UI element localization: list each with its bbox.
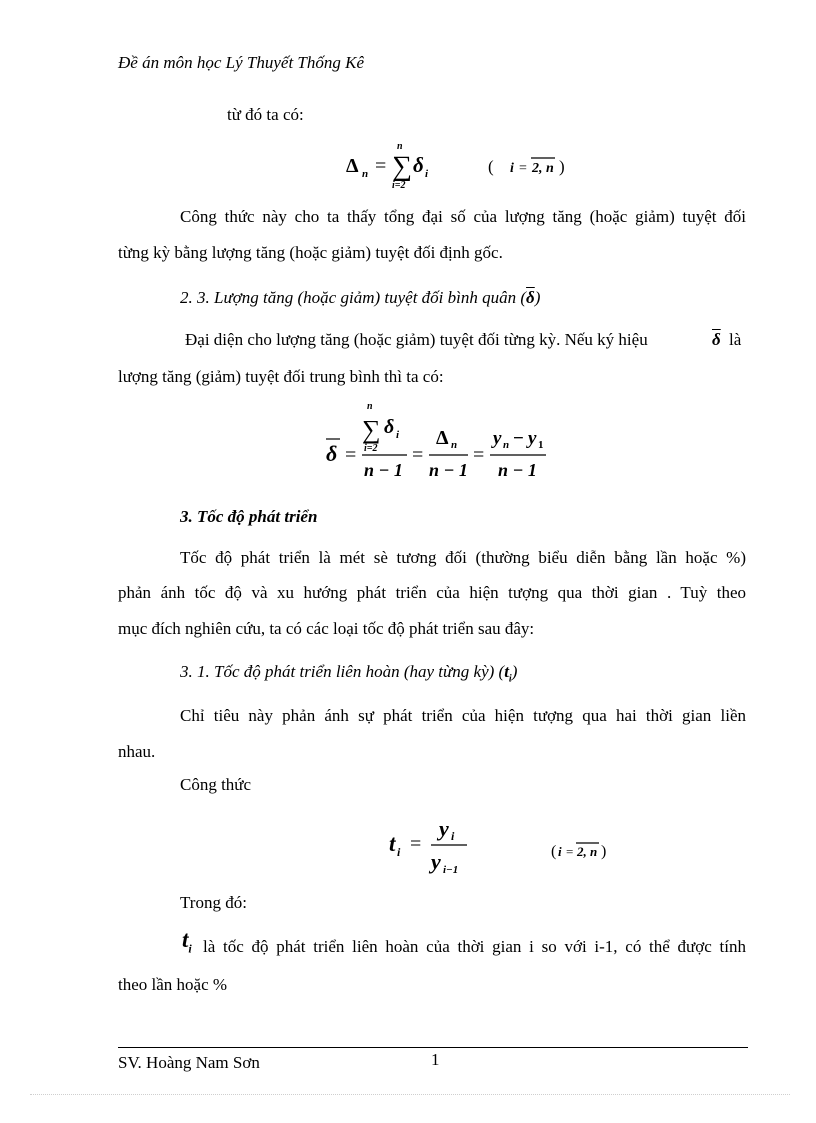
indicator-line-2: nhau. <box>118 742 156 761</box>
average-intro-line-1b: là <box>729 330 742 349</box>
section-3-1-close: ) <box>511 662 518 681</box>
growth-rate-line-3: mục đích nghiên cứu, ta có các loại tốc độ phát triển sau đây: <box>118 619 535 638</box>
denominator-2: n − 1 <box>429 460 468 480</box>
yi-sub: i <box>451 829 455 843</box>
section-3-1-symbol-sub: i <box>508 673 512 685</box>
delta-n-symbol: Δ <box>436 427 449 449</box>
yn-symbol: y <box>493 428 502 449</box>
yn-sub: n <box>503 439 510 451</box>
where-label: Trong đó: <box>180 893 247 912</box>
footer-rule <box>118 1047 748 1048</box>
yi-1-sub: i−1 <box>443 864 459 876</box>
section-2-3-symbol: $\overline{\delta}$ <box>526 288 535 307</box>
average-intro-line-2: lượng tăng (giảm) tuyệt đối trung bình thì ta có: <box>118 367 444 386</box>
footer-author: SV. Hoàng Nam Sơn <box>118 1053 260 1072</box>
formula-delta-subscript: n <box>362 168 369 180</box>
ti-inline-sub: i <box>188 941 192 956</box>
formula-note-line-2: từng kỳ bằng lượng tăng (hoặc giảm) tuyệt đối định gốc. <box>118 243 503 262</box>
formula-sigma-upper: n <box>397 141 403 152</box>
sum-delta: δ <box>384 416 395 438</box>
y1-sub: 1 <box>538 439 544 451</box>
average-symbol-delta: $\overline{\delta}$ <box>712 330 721 349</box>
range-values: 2, n <box>532 161 554 176</box>
sum-upper-n: n <box>367 401 373 412</box>
sum-lower: i=2 <box>364 443 378 454</box>
formula-sigma: ∑ <box>392 151 412 182</box>
sum-delta-sub: i <box>396 429 400 441</box>
ti-inline-t: t <box>182 927 189 952</box>
denominator-3: n − 1 <box>498 460 537 480</box>
ti-symbol: t <box>389 831 396 856</box>
formula-small-delta-sub: i <box>425 168 429 180</box>
page-header-title: Đề án môn học Lý Thuyết Thống Kê <box>118 53 365 72</box>
sum-sigma: ∑ <box>362 415 381 444</box>
avg-delta-symbol: δ <box>326 441 338 466</box>
formula-note-line-1: Công thức này cho ta thấy tổng đại số của lượng tăng (hoặc giảm) tuyệt đối <box>180 207 746 226</box>
denominator-1: n − 1 <box>364 460 403 480</box>
formula-delta-symbol: Δ <box>346 155 359 177</box>
page-bottom-dotted-line <box>30 1094 790 1095</box>
intro-text: từ đó ta có: <box>227 105 304 124</box>
minus-symbol: − <box>513 428 524 449</box>
yi-symbol: y <box>439 816 449 841</box>
section-3-1-heading-text: 3. 1. Tốc độ phát triển liên hoàn (hay từng kỳ) ( <box>180 662 505 681</box>
ti-description-line-2: theo lần hoặc % <box>118 975 228 994</box>
range2-open-paren: ( <box>551 843 557 860</box>
formula-small-delta: δ <box>413 153 424 177</box>
growth-rate-line-1: Tốc độ phát triển là mét sè tương đối (thường biểu diễn bằng lần hoặc %) <box>180 548 746 567</box>
section-3-1-heading <box>180 662 517 684</box>
section-3-1-symbol: t <box>504 662 509 681</box>
ti-description-line-1: là tốc độ phát triển liên hoàn của thời gian i so với i-1, có thể được tính <box>203 937 746 956</box>
chain-equals: = <box>410 833 422 855</box>
formula-label: Công thức <box>180 775 252 794</box>
range2-values: 2, n <box>577 844 598 859</box>
avg-equals-1: = <box>345 444 357 466</box>
range2-index: i <box>558 844 562 859</box>
avg-equals-3: = <box>473 444 485 466</box>
delta-n-sub: n <box>451 439 458 451</box>
range-close-paren: ) <box>559 157 565 176</box>
section-2-3-heading-text: 2. 3. Lượng tăng (hoặc giảm) tuyệt đối bình quân ( <box>180 288 527 307</box>
section-2-3-heading <box>180 288 540 308</box>
formula-delta-sum <box>340 138 590 198</box>
y1-symbol: y <box>528 428 537 449</box>
ti-sub: i <box>397 845 401 859</box>
yi-1-symbol: y <box>431 849 441 874</box>
page-number: 1 <box>431 1050 440 1069</box>
indicator-line-1: Chỉ tiêu này phản ánh sự phát triển của hiện tượng qua hai thời gian liền <box>180 706 746 725</box>
range2-equals: = <box>566 844 574 859</box>
range-open-paren: ( <box>488 157 494 176</box>
average-intro-symbol <box>712 331 721 348</box>
formula-sigma-lower: i=2 <box>392 180 406 191</box>
range2-close-paren: ) <box>601 843 607 860</box>
range-equals: = <box>519 161 527 176</box>
ti-inline-symbol <box>182 928 192 961</box>
formula-chain-growth <box>385 808 625 880</box>
formula-equals: = <box>375 155 387 177</box>
formula-average-delta <box>322 395 562 487</box>
growth-rate-line-2: phản ánh tốc độ và xu hướng phát triển của hiện tượng qua thời gian . Tuỳ theo <box>118 583 746 602</box>
section-2-3-close: ) <box>534 288 541 307</box>
avg-equals-2: = <box>412 444 424 466</box>
section-3-heading: 3. Tốc độ phát triển <box>180 507 318 526</box>
range-index: i <box>510 161 514 176</box>
average-intro-line-1a: Đại diện cho lượng tăng (hoặc giảm) tuyệt đối từng kỳ. Nếu ký hiệu <box>185 330 648 349</box>
